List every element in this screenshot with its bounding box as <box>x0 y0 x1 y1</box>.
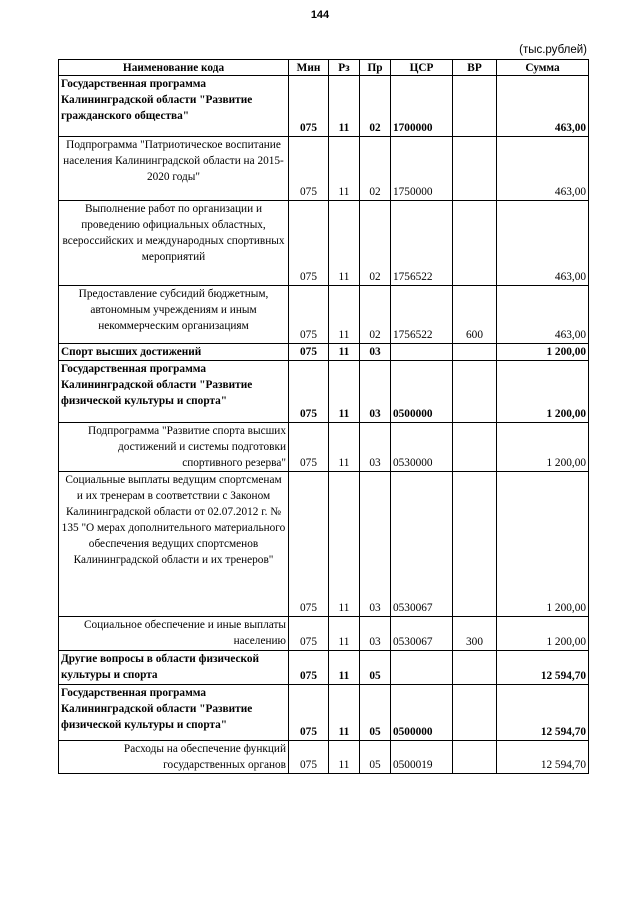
row-min-cell: 075 <box>289 286 329 344</box>
table-row <box>59 286 589 344</box>
row-vr-cell: 300 <box>453 617 497 651</box>
row-sum-cell: 463,00 <box>497 137 589 201</box>
row-name-cell: Предоставление субсидий бюджетным, автономным учреждениям и иным некоммерческим организациям <box>59 286 289 344</box>
column-header-vr: ВР <box>453 60 497 76</box>
row-csr-cell: 0530067 <box>391 617 453 651</box>
table-row <box>59 361 589 423</box>
row-csr-cell: 0500019 <box>391 741 453 774</box>
row-min-cell: 075 <box>289 423 329 472</box>
row-min-cell: 075 <box>289 741 329 774</box>
row-pr-cell: 05 <box>360 685 391 741</box>
row-name-cell: Спорт высших достижений <box>59 344 289 361</box>
row-rz-cell: 11 <box>329 617 360 651</box>
row-vr-cell <box>453 137 497 201</box>
row-vr-cell <box>453 651 497 685</box>
row-vr-cell: 600 <box>453 286 497 344</box>
row-pr-cell: 03 <box>360 423 391 472</box>
row-csr-cell: 0530067 <box>391 472 453 617</box>
row-name-cell: Социальное обеспечение и иные выплаты населению <box>59 617 289 651</box>
row-name-cell: Выполнение работ по организации и проведению официальных областных, всероссийских и международных спортивных мероприятий <box>59 201 289 286</box>
row-vr-cell <box>453 472 497 617</box>
table-row <box>59 472 589 617</box>
row-rz-cell: 11 <box>329 286 360 344</box>
units-note: (тыс.рублей) <box>519 44 587 56</box>
row-sum-cell: 1 200,00 <box>497 472 589 617</box>
table-row <box>59 76 589 137</box>
row-csr-cell: 1756522 <box>391 201 453 286</box>
row-csr-cell: 1700000 <box>391 76 453 137</box>
row-sum-cell: 463,00 <box>497 201 589 286</box>
row-vr-cell <box>453 201 497 286</box>
row-pr-cell: 03 <box>360 361 391 423</box>
row-min-cell: 075 <box>289 201 329 286</box>
row-name-cell: Государственная программа Калининградской области "Развитие гражданского общества" <box>59 76 289 137</box>
row-sum-cell: 463,00 <box>497 76 589 137</box>
row-name-cell: Подпрограмма "Развитие спорта высших достижений и системы подготовки спортивного резерва" <box>59 423 289 472</box>
column-header-csr: ЦСР <box>391 60 453 76</box>
row-name-cell: Подпрограмма "Патриотическое воспитание населения Калининградской области на 2015-2020 годы" <box>59 137 289 201</box>
row-name-cell: Расходы на обеспечение функций государственных органов <box>59 741 289 774</box>
page-number: 144 <box>310 9 330 21</box>
row-min-cell: 075 <box>289 137 329 201</box>
column-header-rz: Рз <box>329 60 360 76</box>
row-pr-cell: 03 <box>360 472 391 617</box>
row-rz-cell: 11 <box>329 344 360 361</box>
row-vr-cell <box>453 741 497 774</box>
row-rz-cell: 11 <box>329 137 360 201</box>
row-rz-cell: 11 <box>329 685 360 741</box>
row-rz-cell: 11 <box>329 361 360 423</box>
row-sum-cell: 1 200,00 <box>497 361 589 423</box>
row-pr-cell: 03 <box>360 344 391 361</box>
row-name-cell: Государственная программа Калининградской области "Развитие физической культуры и спорта" <box>59 361 289 423</box>
row-vr-cell <box>453 685 497 741</box>
row-csr-cell <box>391 344 453 361</box>
budget-table <box>58 59 589 774</box>
row-rz-cell: 11 <box>329 423 360 472</box>
row-min-cell: 075 <box>289 472 329 617</box>
row-csr-cell: 1750000 <box>391 137 453 201</box>
table-row <box>59 423 589 472</box>
row-name-cell: Социальные выплаты ведущим спортсменам и их тренерам в соответствии с Законом Калининградской области от 02.07.2012 г. № 135 "О мерах дополнительного материального обеспечения ведущих спортсменов Калининградской области и их тренеров" <box>59 472 289 617</box>
row-rz-cell: 11 <box>329 651 360 685</box>
row-csr-cell: 0500000 <box>391 685 453 741</box>
table-row <box>59 685 589 741</box>
table-header-row <box>59 60 589 76</box>
row-rz-cell: 11 <box>329 76 360 137</box>
row-min-cell: 075 <box>289 361 329 423</box>
row-min-cell: 075 <box>289 651 329 685</box>
row-csr-cell: 0530000 <box>391 423 453 472</box>
row-sum-cell: 1 200,00 <box>497 423 589 472</box>
row-pr-cell: 02 <box>360 137 391 201</box>
column-header-pr: Пр <box>360 60 391 76</box>
row-pr-cell: 02 <box>360 286 391 344</box>
row-rz-cell: 11 <box>329 741 360 774</box>
row-pr-cell: 02 <box>360 201 391 286</box>
table-row <box>59 651 589 685</box>
row-vr-cell <box>453 361 497 423</box>
row-rz-cell: 11 <box>329 201 360 286</box>
column-header-min: Мин <box>289 60 329 76</box>
row-sum-cell: 12 594,70 <box>497 685 589 741</box>
row-vr-cell <box>453 423 497 472</box>
row-pr-cell: 05 <box>360 651 391 685</box>
table-row <box>59 741 589 774</box>
row-sum-cell: 12 594,70 <box>497 741 589 774</box>
row-vr-cell <box>453 344 497 361</box>
row-name-cell: Другие вопросы в области физической культуры и спорта <box>59 651 289 685</box>
row-sum-cell: 1 200,00 <box>497 344 589 361</box>
row-csr-cell: 1756522 <box>391 286 453 344</box>
table-row <box>59 344 589 361</box>
row-pr-cell: 05 <box>360 741 391 774</box>
column-header-name: Наименование кода <box>59 60 289 76</box>
row-csr-cell <box>391 651 453 685</box>
table-row <box>59 137 589 201</box>
row-min-cell: 075 <box>289 685 329 741</box>
row-sum-cell: 12 594,70 <box>497 651 589 685</box>
row-pr-cell: 03 <box>360 617 391 651</box>
column-header-sum: Сумма <box>497 60 589 76</box>
row-name-cell: Государственная программа Калининградской области "Развитие физической культуры и спорта" <box>59 685 289 741</box>
row-min-cell: 075 <box>289 76 329 137</box>
table-row <box>59 201 589 286</box>
row-sum-cell: 1 200,00 <box>497 617 589 651</box>
row-pr-cell: 02 <box>360 76 391 137</box>
row-min-cell: 075 <box>289 344 329 361</box>
row-vr-cell <box>453 76 497 137</box>
row-csr-cell: 0500000 <box>391 361 453 423</box>
table-row <box>59 617 589 651</box>
row-rz-cell: 11 <box>329 472 360 617</box>
row-sum-cell: 463,00 <box>497 286 589 344</box>
row-min-cell: 075 <box>289 617 329 651</box>
